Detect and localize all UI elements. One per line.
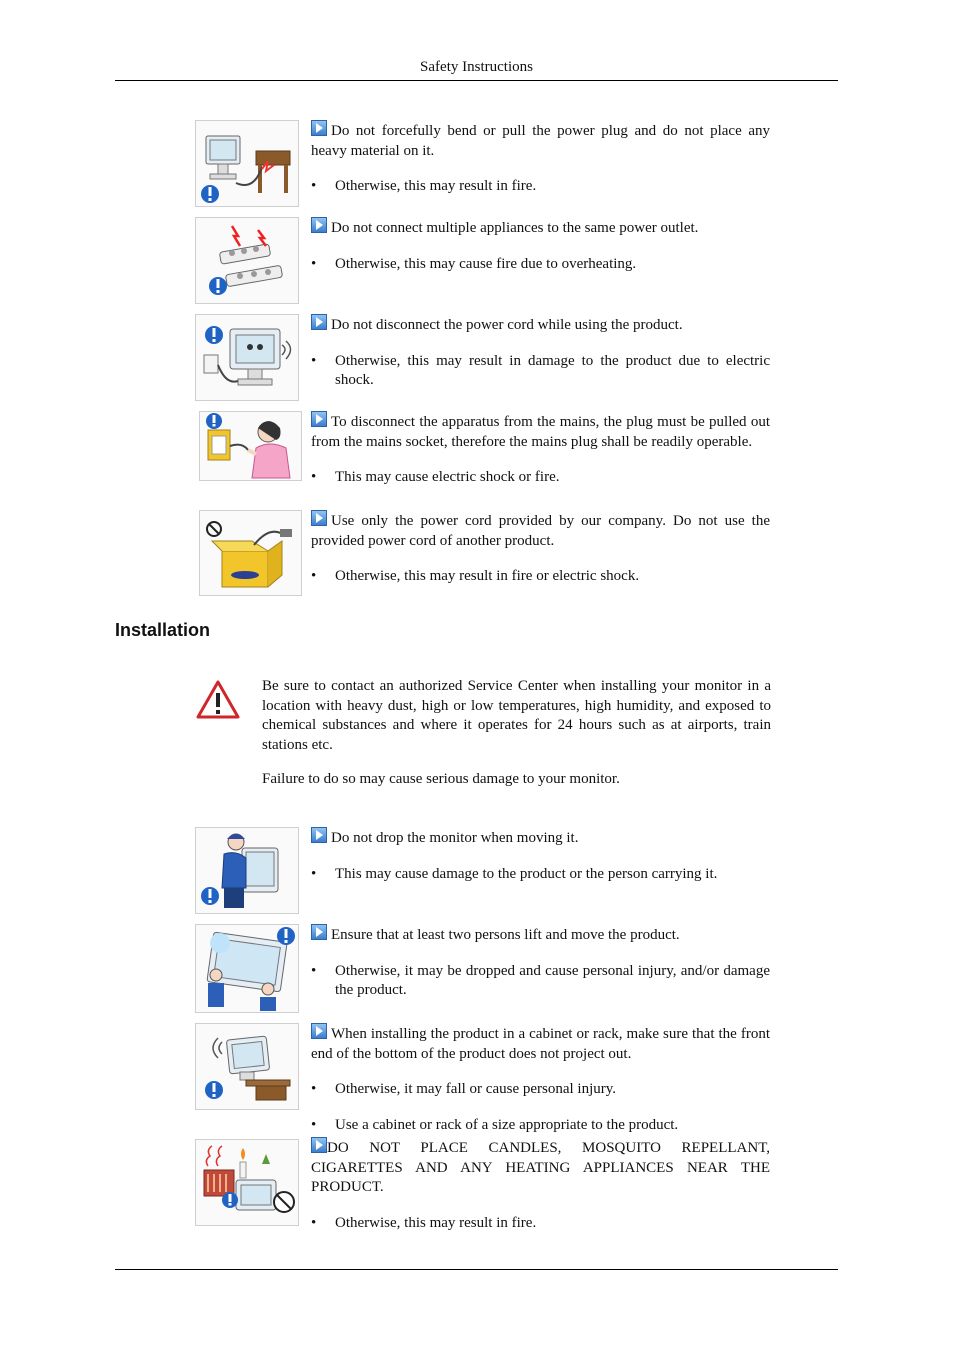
safety-item-text xyxy=(311,510,770,587)
safety-item-lead: Do not forcefully bend or pull the power plug and do not place any heavy material on it. xyxy=(311,123,770,159)
safety-item-text xyxy=(311,924,770,1001)
safety-item-lead: Do not disconnect the power cord while using the product. xyxy=(331,317,683,333)
safety-item-bullet: • Otherwise, it may be dropped and cause personal injury, and/or damage the product. xyxy=(311,962,770,1001)
page-header xyxy=(115,56,838,81)
note-arrow-icon xyxy=(311,411,327,427)
safety-item-lead: When installing the product in a cabinet or rack, make sure that the front end of the bottom of the product does not project out. xyxy=(311,1026,770,1062)
safety-item-text xyxy=(311,411,770,488)
note-arrow-icon xyxy=(311,510,327,526)
section-title-installation: Installation xyxy=(115,620,211,640)
safety-item-bullet: • Use a cabinet or rack of a size appropriate to the product. xyxy=(311,1116,770,1136)
safety-item-text xyxy=(311,1137,770,1233)
carry-monitor-icon xyxy=(196,828,298,913)
note-arrow-icon xyxy=(311,120,327,136)
carrying-monitor-illustration xyxy=(195,827,299,914)
overloaded-outlet-illustration xyxy=(195,217,299,304)
safety-item-bullet: • Otherwise, this may result in fire or electric shock. xyxy=(311,567,770,587)
safety-item-lead: Do not connect multiple appliances to the same power outlet. xyxy=(331,220,699,236)
safety-item-bullet: • Otherwise, it may fall or cause personal injury. xyxy=(311,1080,770,1100)
cord-box-icon xyxy=(200,511,301,595)
unplug-monitor-illustration xyxy=(195,314,299,401)
warning-paragraph: Failure to do so may cause serious damage to your monitor. xyxy=(262,771,620,788)
note-arrow-icon xyxy=(311,1023,327,1039)
note-arrow-icon xyxy=(311,1137,327,1153)
safety-item-text xyxy=(311,1023,770,1135)
footer-rule xyxy=(115,1269,838,1270)
safety-item-lead: DO NOT PLACE CANDLES, MOSQUITO REPELLANT, CIGARETTES AND ANY HEATING APPLIANCES NEAR THE PRODUCT. xyxy=(311,1140,770,1196)
safety-item-lead: Do not drop the monitor when moving it. xyxy=(331,830,579,846)
safety-item-text xyxy=(311,217,770,274)
safety-item-bullet: • Otherwise, this may cause fire due to overheating. xyxy=(311,255,770,275)
safety-item-text xyxy=(311,827,770,884)
heating-appliances-illustration xyxy=(195,1139,299,1226)
note-arrow-icon xyxy=(311,924,327,940)
safety-item-bullet: • Otherwise, this may result in damage to the product due to electric shock. xyxy=(311,352,770,391)
bent-plug-icon xyxy=(196,121,298,206)
two-persons-lift-illustration xyxy=(195,924,299,1013)
woman-unplug-icon xyxy=(200,412,301,480)
warning-text xyxy=(262,677,771,790)
safety-item-lead: Ensure that at least two persons lift and move the product. xyxy=(331,927,680,943)
safety-item-bullet: • This may cause electric shock or fire. xyxy=(311,468,770,488)
monitor-plug-icon xyxy=(196,315,298,400)
heater-candle-icon xyxy=(196,1140,298,1225)
safety-item-lead: Use only the power cord provided by our company. Do not use the provided power cord of another product. xyxy=(311,513,770,549)
woman-unplugging-illustration xyxy=(199,411,302,481)
bent-plug-illustration xyxy=(195,120,299,207)
two-person-lift-icon xyxy=(196,925,298,1012)
power-strip-icon xyxy=(196,218,298,303)
cabinet-monitor-illustration xyxy=(195,1023,299,1110)
warning-triangle-icon xyxy=(195,679,241,721)
note-arrow-icon xyxy=(311,314,327,330)
safety-item-text xyxy=(311,314,770,391)
safety-item-bullet: • Otherwise, this may result in fire. xyxy=(311,177,770,197)
note-arrow-icon xyxy=(311,217,327,233)
page-header-title: Safety Instructions xyxy=(420,59,533,75)
safety-item-text xyxy=(311,120,770,197)
safety-item-bullet: • This may cause damage to the product or the person carrying it. xyxy=(311,865,770,885)
safety-item-lead: To disconnect the apparatus from the mains, the plug must be pulled out from the mains socket, therefore the mains plug shall be readily operable. xyxy=(311,414,770,450)
cabinet-monitor-icon xyxy=(196,1024,298,1109)
safety-item-bullet: • Otherwise, this may result in fire. xyxy=(311,1214,770,1234)
note-arrow-icon xyxy=(311,827,327,843)
warning-paragraph: Be sure to contact an authorized Service Center when installing your monitor in a location with heavy dust, high or low temperatures, high humidity, and exposed to chemical substances and where it operates for 24 hours such as at airports, train stations etc. xyxy=(262,678,771,753)
cord-box-illustration xyxy=(199,510,302,596)
